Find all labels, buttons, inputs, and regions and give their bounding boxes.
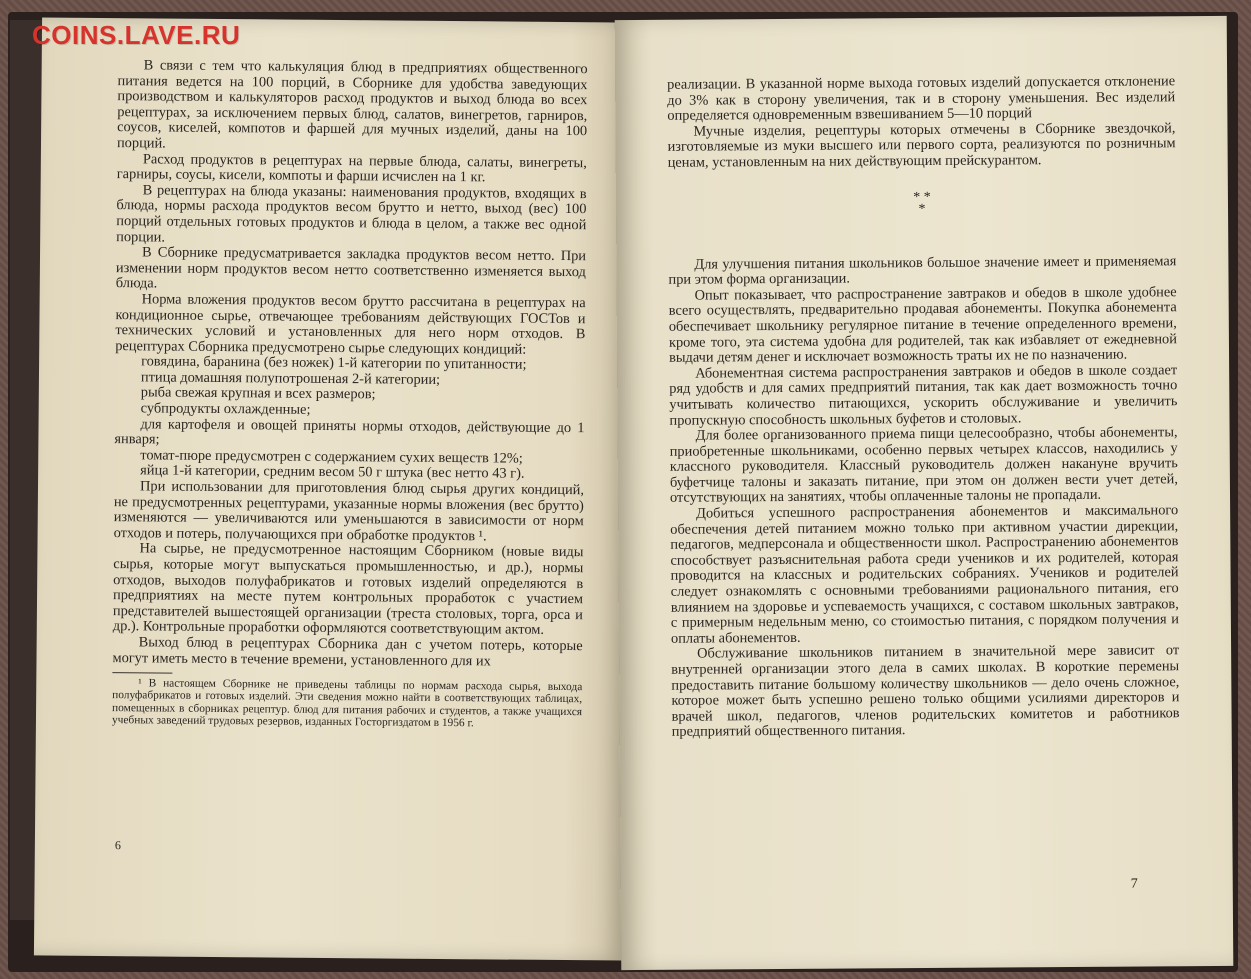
left-page: [34, 17, 630, 960]
page-number-left: 6: [114, 838, 121, 853]
paragraph: реализации. В указанной норме выхода готовых изделий допускается отклонение до 3% как в сторону увеличения, так и в сторону уменьшения. Вес изделий определяется одновременным взвешиванием 5—10 порций: [667, 73, 1176, 124]
paragraph: Добиться успешного распространения абонементов и максимального обеспечения детей питанием можно только при активном участии дирекции, педагогов, медперсонала и общественности школ. Распространению абонементов способствует разъяснительная работа среди учеников и их родителей, которая проводится на классных и родительских собраниях. Учеников и родителей следует ознакомлять с основными требованиями рационального питания, его влиянием на здоровье и успеваемость учащихся, с составом школьных завтраков, с примерным недельным меню, со стоимостью питания, с порядком получения и оплаты абонементов.: [670, 502, 1179, 647]
left-page-text: [112, 58, 588, 730]
footnote-rule: [112, 672, 172, 674]
list-item: томат-пюре предусмотрен с содержанием сухих веществ 12%;: [140, 447, 523, 467]
paragraph: Для более организованного приема пищи целесообразно, чтобы абонементы, приобретенные школьниками, особенно первых четырех классов, находились у классного руководителя. Классный руководитель должен накануне вручить буфетчице талоны и заказать питание, при этом он должен вести учет детей, отсутствующих на занятиях, чтобы оплаченные талоны не пропадали.: [669, 424, 1178, 507]
list-item: рыба свежая крупная и всех размеров;: [140, 384, 376, 403]
paragraph: На сырье, не предусмотренное настоящим Сборником (новые виды сырья, которые могут выпускаться промышленностью, и др.), нормы отходов, выходов полуфабрикатов и готовых изделий определяются в предприятиях на месте путем контрольных проработок с участием представителей вышестоящей организации (треста столовых, торга, орса и др.). Контрольные проработки оформляются соответствующим актом.: [112, 540, 584, 639]
paragraph: Норма вложения продуктов весом брутто рассчитана в рецептурах на кондиционное сырье, отвечающее требованиям действующих ГОСТов и технических условий и установленных для него норм отходов. В рецептурах Сборника предусмотрено сырье следующих кондиций:: [115, 291, 586, 358]
paragraph: Обслуживание школьников питанием в значительной мере зависит от внутренней организации этого дела в самих школах. В короткие перемены предоставить питание большому количеству школьников — дело очень сложное, которое может быть успешно решено только общими усилиями директоров и врачей школ, педагогов, членов родительских комитетов и работников предприятий общественного питания.: [671, 642, 1180, 741]
list-item: субпродукты охлажденные;: [140, 400, 311, 418]
paragraph: Выход блюд в рецептурах Сборника дан с учетом потерь, которые могут иметь место в течение времени, установленного для их: [112, 634, 583, 669]
right-page-text: [667, 74, 1180, 740]
paragraph: В Сборнике предусматривается закладка продуктов весом нетто. При изменении норм продуктов весом нетто соответственно изменяется выход блюда.: [115, 244, 587, 292]
section-separator: [668, 190, 1176, 218]
paragraph: Для улучшения питания школьников большое значение имеет и применяемая при этом форма организации.: [668, 252, 1177, 288]
paragraph: Расход продуктов в рецептурах на первые блюда, салаты, винегреты, гарниры, соусы, кисели, компоты и фарши исчислен на 1 кг.: [116, 150, 587, 186]
page-number-right: 7: [1130, 876, 1138, 892]
footnote-text: ¹ В настоящем Сборнике не приведены таблицы по нормам расхода сырья, выхода полуфабрикатов и готовых изделий. Эти сведения можно найти в соответствующих таблицах, помещенных в сборниках рецептур. блюд для питания рабочих и студентов, а также учащихся учебных заведений трудовых резервов, изданных Госторгиздатом в 1956 г.: [111, 677, 583, 730]
right-page: [615, 16, 1234, 970]
paragraph: Опыт показывает, что распространение завтраков и обедов в школе удобнее всего осуществлять, предварительно продавая абонементы. Покупка абонемента обеспечивает школьнику регулярное питание в течение определенного времени, кроме того, эта система удобна для родителей, так как избавляет от ежедневной выдачи детям денег и исключает возможность траты их не по назначению.: [668, 283, 1177, 366]
list-item: птица домашняя полупотрошеная 2-й категории;: [140, 369, 441, 388]
separator-stars: * *: [913, 189, 931, 205]
list-item: яйца 1-й категории, средним весом 50 г штука (вес нетто 43 г).: [140, 462, 525, 483]
paragraph: Мучные изделия, рецептуры которых отмечены в Сборнике звездочкой, изготовляемые из муки высшего или первого сорта, реализуются по розничным ценам, установленным на них действующим прейскурантом.: [667, 120, 1176, 171]
list-item: говядина, баранина (без ножек) 1-й категории по упитанности;: [141, 353, 527, 373]
watermark: COINS.LAVE.RU: [32, 20, 241, 50]
list-item: для картофеля и овощей приняты нормы отходов, действующие до 1 января;: [114, 415, 585, 448]
paragraph: Абонементная система распространения завтраков и обедов в школе создает ряд удобств и для самих предприятий питания, так как дает возможность точно учитывать количество питающихся, ускорить обслуживание и увеличить пропускную способность школьных буфетов и столовых.: [669, 361, 1178, 429]
separator-star: *: [918, 201, 926, 217]
paragraph: В связи с тем что калькуляция блюд в предприятиях общественного питания ведется на 100 порций, в Сборнике для удобства заведующих производством и калькуляторов расход продуктов и выход блюда во всех рецептурах, за исключением первых блюд, салатов, винегретов, гарниров, соусов, киселей, компотов и фаршей для мучных изделий, даны на 100 порций.: [116, 57, 588, 152]
paragraph: В рецептурах на блюда указаны: наименования продуктов, входящих в блюда, нормы расхода продуктов весом брутто и нетто, выход (вес) 100 порций отдельных готовых продуктов и блюда в целом, а также вес одной порции.: [116, 182, 587, 246]
footnote: [112, 677, 582, 730]
paragraph: При использовании для приготовления блюд сырья других кондиций, не предусмотренных рецептурами, указанные нормы вложения (вес брутто) изменяются — увеличиваются или уменьшаются в зависимости от норм отходов и потерь, получающихся при обработке продуктов ¹.: [113, 478, 585, 545]
